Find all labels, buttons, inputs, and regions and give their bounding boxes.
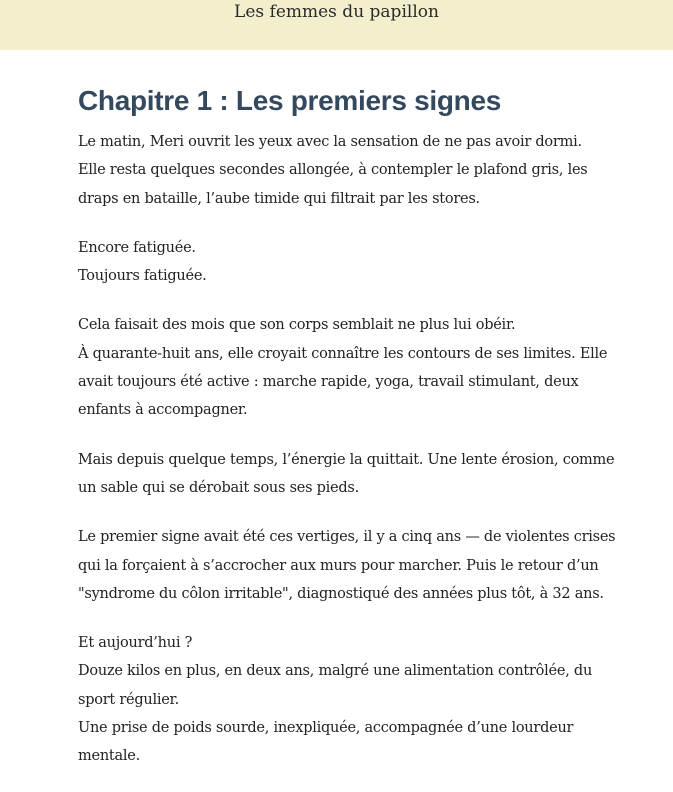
- paragraph-line: Et aujourd’hui ?: [78, 635, 193, 652]
- paragraph-line: Le matin, Meri ouvrit les yeux avec la sensation de ne pas avoir dormi.: [78, 134, 582, 150]
- paragraph: [78, 234, 608, 291]
- paragraph: [78, 311, 608, 424]
- paragraph: [78, 446, 615, 503]
- paragraph-line: Elle resta quelques secondes allongée, à contempler le plafond gris, les: [78, 162, 588, 179]
- paragraph-line: Toujours fatiguée.: [78, 268, 207, 285]
- paragraph-line: À quarante-huit ans, elle croyait connaître les contours de ses limites. Elle: [78, 345, 608, 362]
- paragraph-line: un sable qui se dérobait sous ses pieds.: [78, 479, 359, 496]
- paragraph-list: [78, 128, 616, 771]
- paragraph-line: draps en bataille, l’aube timide qui filtrait par les stores.: [78, 190, 480, 207]
- paragraph-line: Cela faisait des mois que son corps semblait ne plus lui obéir.: [78, 317, 516, 334]
- paragraph-line: mentale.: [78, 748, 140, 765]
- chapter-content: [78, 82, 616, 792]
- paragraph-line: Douze kilos en plus, en deux ans, malgré une alimentation contrôlée, du: [78, 663, 593, 680]
- paragraph-line: avait toujours été active : marche rapide, yoga, travail stimulant, deux: [78, 374, 579, 391]
- chapter-title: Chapitre 1 : Les premiers signes: [78, 85, 502, 116]
- paragraph-line: Le premier signe avait été ces vertiges, il y a cinq ans — de violentes crises: [78, 529, 616, 546]
- paragraph: [78, 128, 608, 213]
- book-title: Les femmes du papillon: [234, 2, 439, 22]
- paragraph-line: Encore fatiguée.: [78, 239, 196, 256]
- paragraph: [78, 629, 608, 770]
- paragraph-line: Une prise de poids sourde, inexpliquée, accompagnée d’une lourdeur: [78, 720, 574, 737]
- paragraph-line: Mais depuis quelque temps, l’énergie la quittait. Une lente érosion, comme: [78, 451, 615, 468]
- paragraph-line: sport régulier.: [78, 691, 180, 708]
- paragraph: [78, 523, 616, 608]
- paragraph-line: "syndrome du côlon irritable", diagnostiqué des années plus tôt, à 32 ans.: [78, 585, 604, 602]
- header-bar: [0, 0, 673, 50]
- paragraph-line: qui la forçaient à s’accrocher aux murs pour marcher. Puis le retour d’un: [78, 557, 599, 574]
- paragraph-line: enfants à accompagner.: [78, 402, 248, 419]
